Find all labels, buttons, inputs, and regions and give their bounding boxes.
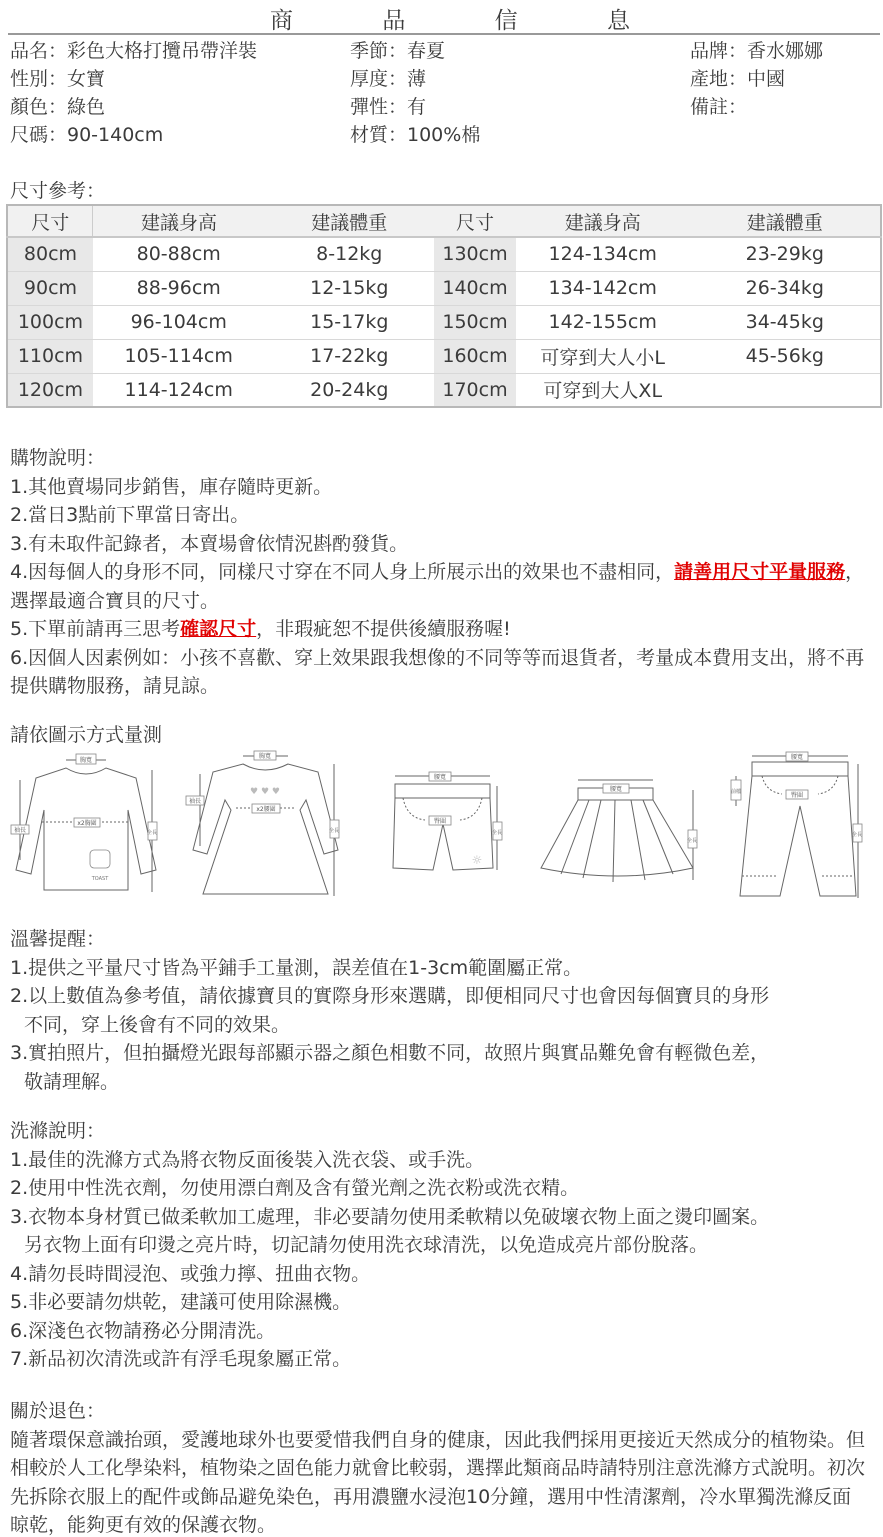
list-item <box>10 615 870 644</box>
list-item-text: 5.下單前請再三思考 <box>10 618 181 640</box>
table-cell: 96-104cm <box>93 305 265 339</box>
size-table <box>6 204 882 408</box>
list-item: 7.新品初次清洗或許有浮毛現象屬正常。 <box>10 1348 352 1370</box>
list-item-text: 4.因每個人的身形不同，同樣尺寸穿在不同人身上所展示出的效果也不盡相同， <box>10 561 675 583</box>
title-char: 信 <box>494 8 518 34</box>
measurement-diagrams <box>0 750 883 900</box>
list-item: 2.使用中性洗衣劑，勿使用漂白劑及含有螢光劑之洗衣粉或洗衣精。 <box>10 1177 580 1199</box>
table-row <box>7 237 881 271</box>
table-cell: 45-56kg <box>690 339 881 373</box>
list-item: 6.深淺色衣物請務必分開清洗。 <box>10 1319 276 1342</box>
list-item-continued: 不同，穿上後會有不同的效果。 <box>24 1013 291 1036</box>
table-cell: 34-45kg <box>690 305 881 339</box>
size-reference-label: 尺寸參考： <box>10 180 106 202</box>
table-cell: 可穿到大人小L <box>516 339 690 373</box>
pants-diagram <box>722 750 872 900</box>
list-item: 2.當日3點前下單當日寄出。 <box>10 504 250 526</box>
column-header: 建議體重 <box>690 205 881 237</box>
list-item: 3.衣物本身材質已做柔軟加工處理，非必要請勿使用柔軟精以免破壞衣物上面之燙印圖案。 <box>10 1205 770 1228</box>
info-color: 顏色：綠色 <box>10 96 106 118</box>
info-column-2 <box>350 37 480 149</box>
info-column-1 <box>10 37 257 149</box>
table-row <box>7 271 881 305</box>
label-waist: 腰寬 <box>609 786 623 793</box>
washing-section <box>10 1117 870 1374</box>
product-info-title <box>270 2 630 35</box>
label-chest: 胸寬 <box>79 757 93 764</box>
label-sleeve: 袖長 <box>188 798 202 805</box>
table-cell: 140cm <box>434 271 516 305</box>
table-cell: 110cm <box>7 339 93 373</box>
table-cell: 20-24kg <box>310 378 389 401</box>
info-origin: 產地：中國 <box>690 68 786 90</box>
list-item: 1.最佳的洗滌方式為將衣物反面後裝入洗衣袋、或手洗。 <box>10 1148 485 1171</box>
table-cell: 105-114cm <box>93 339 265 373</box>
highlight-text: 確認尺寸 <box>180 618 257 640</box>
column-header: 建議身高 <box>93 205 265 237</box>
list-item: 3.實拍照片，但拍攝燈光跟每部顯示器之顏色相數不同，故照片與實品難免會有輕微色差， <box>10 1042 770 1064</box>
list-item: 1.其他賣場同步銷售，庫存隨時更新。 <box>10 475 333 498</box>
heart-icon: ♥ ♥ ♥ <box>250 787 280 797</box>
section-title: 關於退色： <box>10 1400 106 1422</box>
table-cell: 80cm <box>7 237 93 271</box>
info-elasticity: 彈性：有 <box>350 96 427 118</box>
notice-section <box>10 925 870 1096</box>
label-hip: 臀圍 <box>433 818 447 825</box>
section-title: 購物說明： <box>10 447 106 469</box>
label-waist: 腰寬 <box>790 754 804 761</box>
list-item-text: ，選擇最適合寶貝的尺寸。 <box>10 561 865 612</box>
table-cell: 90cm <box>7 271 93 305</box>
section-title: 溫馨提醒： <box>10 928 106 950</box>
section-title: 請依圖示方式量測 <box>10 724 163 746</box>
label-x2waist: x2腰圍 <box>256 806 276 813</box>
title-char: 商 <box>270 8 293 34</box>
info-remark: 備註： <box>690 96 748 118</box>
list-item-continued: 敬請理解。 <box>24 1070 120 1093</box>
table-cell: 130cm <box>434 237 516 271</box>
info-name: 品名：彩色大格打攬吊帶洋裝 <box>10 40 258 62</box>
label-waist: 腰寬 <box>433 774 447 781</box>
label-length: 全長 <box>491 830 503 836</box>
table-cell: 80-88cm <box>93 237 265 271</box>
section-title: 洗滌說明： <box>10 1120 106 1142</box>
sun-icon: ☼ <box>471 853 483 867</box>
measure-section <box>10 721 870 750</box>
table-cell: 160cm <box>434 339 516 373</box>
list-item-continued: 另衣物上面有印燙之亮片時，切記請勿使用洗衣球清洗，以免造成亮片部份脫落。 <box>24 1234 709 1256</box>
title-char: 息 <box>606 8 630 34</box>
paragraph: 隨著環保意識抬頭，愛護地球外也要愛惜我們自身的健康，因此我們採用更接近天然成分的植物染。但相較於人工化學染料，植物染之固色能力就會比較弱，選擇此類商品時請特別注意洗滌方式說明。初次先拆除衣服上的配件或飾品避免染色，再用濃鹽水浸泡10分鐘，選用中性清潔劑，冷水單獨洗滌反面晾乾，能夠更有效的保護衣物。 <box>10 1428 866 1536</box>
list-item: 3.有未取件記錄者，本賣場會依情況斟酌發貨。 <box>10 532 409 555</box>
purchase-notes <box>10 444 870 701</box>
fading-section <box>10 1397 870 1537</box>
table-row <box>7 305 881 339</box>
table-cell: 17-22kg <box>265 339 435 373</box>
list-item: 1.提供之平量尺寸皆為平鋪手工量測，誤差值在1-3cm範圍屬正常。 <box>10 956 583 979</box>
info-gender: 性別：女寶 <box>10 68 106 90</box>
label-length: 全長 <box>851 832 863 838</box>
table-cell: 170cm <box>434 373 516 407</box>
label-sleeve: 袖長 <box>13 827 27 834</box>
table-cell: 142-155cm <box>516 305 690 339</box>
table-cell: 26-34kg <box>690 271 881 305</box>
title-divider <box>8 33 880 35</box>
table-cell: 23-29kg <box>690 237 881 271</box>
list-item: 6.因個人因素例如：小孩不喜歡、穿上效果跟我想像的不同等等而退貨者，考量成本費用支出，將不再提供購物服務，請見諒。 <box>10 646 865 697</box>
title-char: 品 <box>382 8 406 34</box>
dress-diagram <box>178 750 353 900</box>
label-hip: 臀圍 <box>790 792 804 799</box>
table-cell: 134-142cm <box>516 271 690 305</box>
label-length: 全長 <box>328 828 340 834</box>
highlight-text: 請善用尺寸平量服務 <box>674 561 846 583</box>
info-season: 季節：春夏 <box>350 40 446 62</box>
column-header: 建議體重 <box>265 205 435 237</box>
column-header: 尺寸 <box>7 205 93 237</box>
table-row <box>7 339 881 373</box>
table-cell: 可穿到大人XL <box>543 380 663 403</box>
info-size-range: 尺碼：90-140cm <box>10 124 164 146</box>
shorts-diagram <box>385 750 510 900</box>
table-cell: 120cm <box>7 373 93 407</box>
column-header: 尺寸 <box>434 205 516 237</box>
table-cell: 114-124cm <box>124 378 233 401</box>
label-length: 全長 <box>686 838 698 844</box>
table-cell: 12-15kg <box>265 271 435 305</box>
column-header: 建議身高 <box>516 205 690 237</box>
table-cell: 15-17kg <box>265 305 435 339</box>
table-cell <box>690 373 881 407</box>
list-item: 2.以上數值為參考值，請依據寶貝的實際身形來選購，即便相同尺寸也會因每個寶貝的身形 <box>10 985 770 1007</box>
list-item: 5.非必要請勿烘乾，建議可使用除濕機。 <box>10 1291 352 1313</box>
label-chest: 胸寬 <box>258 753 272 760</box>
list-item-text: ，非瑕疵恕不提供後續服務喔! <box>256 618 511 640</box>
skirt-diagram <box>533 750 703 900</box>
section-header <box>0 0 883 36</box>
label-crotch: 前檔 <box>730 789 742 795</box>
info-thickness: 厚度：薄 <box>350 68 427 90</box>
table-cell: 100cm <box>7 305 93 339</box>
list-item <box>10 558 870 615</box>
table-cell: 124-134cm <box>516 237 690 271</box>
table-cell: 88-96cm <box>93 271 265 305</box>
table-row <box>7 373 881 407</box>
table-cell: 150cm <box>434 305 516 339</box>
list-item: 4.請勿長時間浸泡、或強力擰、扭曲衣物。 <box>10 1262 371 1285</box>
info-brand: 品牌：香水娜娜 <box>690 40 824 62</box>
info-column-3 <box>690 37 823 121</box>
info-material: 材質：100%棉 <box>350 124 481 146</box>
label-length: 全長 <box>146 830 158 836</box>
table-header-row <box>7 205 881 237</box>
label-toast: TOAST <box>91 876 109 882</box>
label-x2chest: x2胸圍 <box>77 820 97 827</box>
table-cell: 8-12kg <box>265 237 435 271</box>
top-diagram <box>6 750 166 900</box>
